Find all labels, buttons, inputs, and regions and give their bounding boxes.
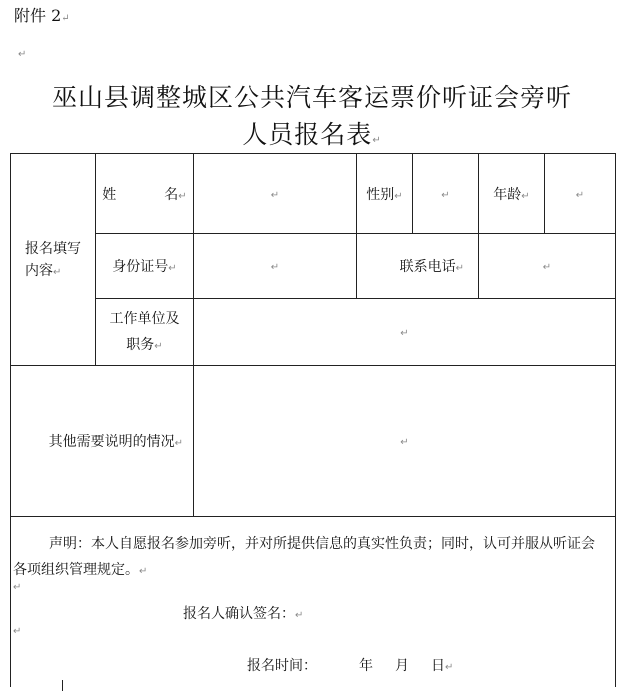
date-line: 报名时间： 年 月 日↵ bbox=[247, 658, 454, 674]
work-label: 工作单位及 职务↵ bbox=[109, 311, 180, 353]
signature-blank-mark: ↵ bbox=[13, 626, 22, 637]
other-label-cell: 其他需要说明的情况↵ bbox=[11, 366, 194, 517]
work-input-cell[interactable]: ↵ bbox=[194, 299, 616, 366]
other-input-cell[interactable]: ↵ bbox=[194, 366, 616, 517]
name-label-a: 姓 bbox=[102, 186, 117, 203]
name-label-b: 名 bbox=[164, 186, 179, 203]
statement-cell bbox=[11, 517, 616, 687]
name-label-cell: 姓 名↵ bbox=[96, 154, 194, 234]
month-label: 月 bbox=[395, 658, 409, 674]
form-title-line2: 人员报名表↵ bbox=[242, 120, 382, 149]
statement-text: 声明：本人自愿报名参加旁听，并对所提供信息的真实性负责；同时，认可并服从听证会各项组织管理规定。↵ bbox=[13, 536, 595, 578]
signature-label: 报名人确认签名： bbox=[183, 606, 295, 622]
attachment-label: 附件 2↵ bbox=[14, 6, 70, 25]
day-label: 日 bbox=[431, 658, 445, 674]
form-title-line1: 巫山县调整城区公共汽车客运票价听证会旁听 bbox=[51, 83, 572, 112]
section-label-cell bbox=[11, 154, 96, 366]
phone-label-cell: 联系电话↵ bbox=[357, 234, 479, 299]
gender-label-cell: 性别↵ bbox=[357, 154, 413, 234]
time-label: 报名时间： bbox=[247, 658, 317, 674]
signature-line: 报名人确认签名：↵ bbox=[183, 606, 304, 622]
name-input-cell[interactable]: ↵ bbox=[194, 154, 357, 234]
work-label-cell bbox=[96, 299, 194, 366]
id-label-cell: 身份证号↵ bbox=[96, 234, 194, 299]
gender-input-cell[interactable]: ↵ bbox=[413, 154, 479, 234]
age-label-cell: 年龄↵ bbox=[479, 154, 545, 234]
table-corner-mark bbox=[62, 680, 63, 691]
statement-blank-mark: ↵ bbox=[13, 582, 22, 593]
registration-form-table bbox=[10, 153, 616, 687]
age-input-cell[interactable]: ↵ bbox=[545, 154, 616, 234]
year-label: 年 bbox=[359, 658, 373, 674]
paragraph-mark: ↵ bbox=[18, 49, 27, 60]
id-input-cell[interactable]: ↵ bbox=[194, 234, 357, 299]
section-label: 报名填写内容↵ bbox=[25, 240, 81, 279]
phone-input-cell[interactable]: ↵ bbox=[479, 234, 616, 299]
